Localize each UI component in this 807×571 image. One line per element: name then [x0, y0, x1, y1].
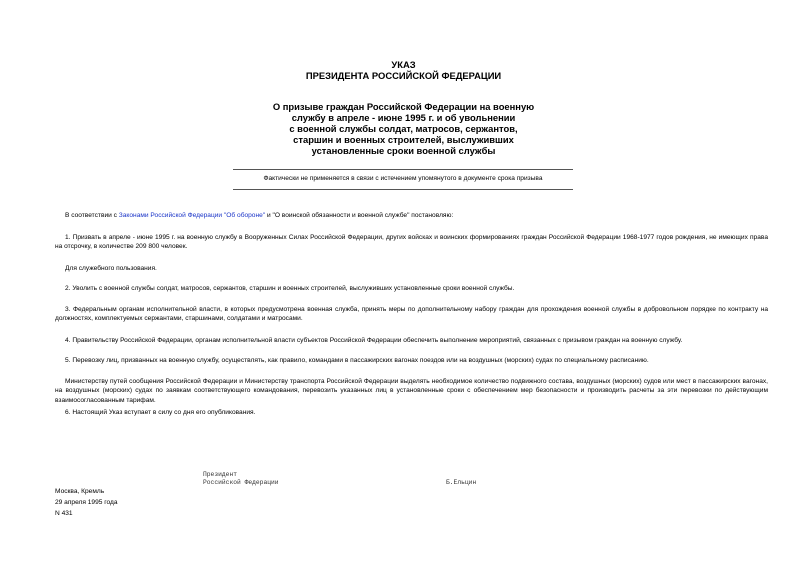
paragraph-1: 1. Призвать в апреле - июне 1995 г. на военную службу в Вооруженных Силах Российской Федерации, других войсках и воинских формированиях граждан Российской Федерации 1968-1977 годов рождения, не имеющих права на отсрочку, в количестве 209 800 человек. — [55, 234, 768, 251]
divider-top — [233, 169, 573, 170]
law-link[interactable]: Законами Российской Федерации "Об обороне" — [118, 212, 266, 219]
intro-text-end: и "О воинской обязанности и военной службе" постановляю: — [265, 212, 454, 219]
title-line: с военной службы солдат, матросов, сержантов, — [289, 123, 518, 134]
intro-paragraph — [55, 211, 768, 220]
title-line: О призыве граждан Российской Федерации на военную — [272, 101, 535, 112]
decree-number: N 431 — [55, 510, 73, 517]
signing-place: Москва, Кремль — [55, 488, 105, 495]
paragraph-3: 3. Федеральным органам исполнительной власти, в которых предусмотрена военная служба, принять меры по дополнительному набору граждан для прохождения военной службы в добровольном порядке по контракту на должностях, комплектуемых сержантами, старшинами, солдатами и матросами. — [55, 306, 768, 323]
paragraph-5: 5. Перевозку лиц, призванных на военную службу, осуществлять, как правило, командами в пассажирских вагонах поездов или на воздушных (морских) судах по специальному расписанию. — [65, 357, 649, 364]
signer-role: Президент — [203, 471, 238, 478]
paragraph-4: 4. Правительству Российской Федерации, органам исполнительной власти субъектов Российской Федерации обеспечить выполнение мероприятий, связанных с призывом граждан на военную службу. — [65, 337, 683, 344]
signing-date: 29 апреля 1995 года — [55, 499, 118, 506]
signer-role-line2: Российской Федерации — [203, 479, 279, 486]
paragraph-1-restricted: Для служебного пользования. — [65, 265, 157, 272]
decree-heading: УКАЗ — [391, 59, 416, 70]
paragraph-2: 2. Уволить с военной службы солдат, матросов, сержантов, старшин и военных строителей, выслуживших установленные сроки военной службы. — [65, 285, 515, 292]
paragraph-5-ministry: Министерству путей сообщения Российской Федерации и Министерству транспорта Российской Федерации выделять необходимое количество подвижного состава, воздушных (морских) судов или мест в пассажирских вагонах, на воздушных (морских) судах по заявкам соответствующего командования, перевозить указанных лиц в установленные сроки с обеспечением мер безопасности и производить расчеты за эти перевозки по действующим взаимосогласованным тарифам. — [55, 378, 768, 404]
divider-bottom — [233, 189, 573, 190]
title-line: старшин и военных строителей, выслуживших — [293, 134, 514, 145]
issuer-heading: ПРЕЗИДЕНТА РОССИЙСКОЙ ФЕДЕРАЦИИ — [305, 70, 502, 81]
signer-name: Б.Ельцин — [446, 479, 477, 486]
applicability-note: Фактически не применяется в связи с истечением упомянутого в документе срока призыва — [263, 175, 543, 182]
title-line: установленные сроки военной службы — [311, 145, 496, 156]
title-line: службу в апреле - июне 1995 г. и об увольнении — [291, 112, 516, 123]
paragraph-6: 6. Настоящий Указ вступает в силу со дня его опубликования. — [65, 409, 256, 416]
intro-text: В соответствии с — [65, 212, 119, 219]
